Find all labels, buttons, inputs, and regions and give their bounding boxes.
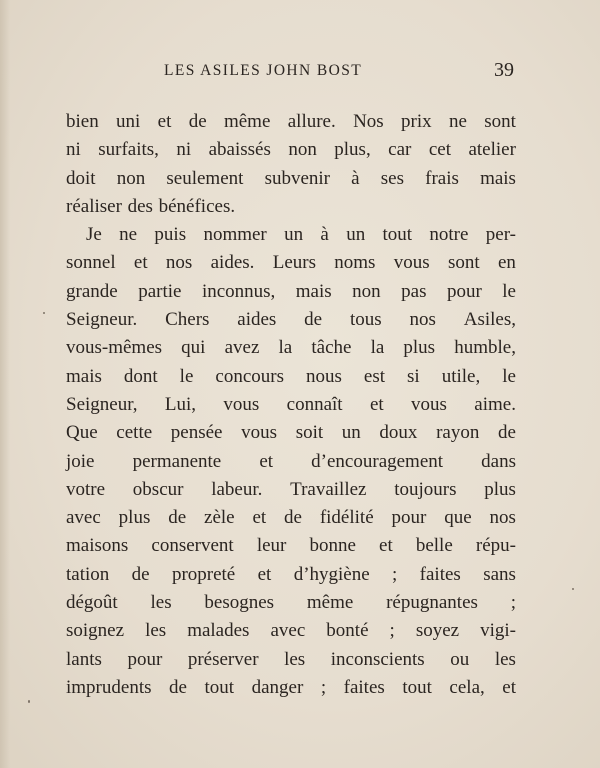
- word: nos: [409, 309, 436, 331]
- word: obscur: [132, 478, 184, 500]
- word: seulement: [166, 167, 244, 189]
- word: Nos: [353, 111, 384, 132]
- word: inconnus,: [201, 280, 276, 302]
- word: partie: [138, 280, 182, 302]
- text-line: [66, 108, 516, 136]
- text-line: [66, 391, 516, 419]
- word: même: [306, 592, 354, 614]
- word: pensée: [170, 422, 223, 444]
- word: tation: [66, 563, 110, 585]
- word: ou: [450, 648, 470, 670]
- word: dans: [481, 450, 516, 472]
- text-line: [66, 448, 516, 476]
- word: sonnel: [66, 252, 116, 274]
- word: plus: [403, 337, 436, 359]
- word: utile,: [441, 365, 481, 387]
- word: le: [502, 365, 516, 387]
- text-line: [66, 221, 516, 249]
- paper-speck: [43, 312, 45, 314]
- text-line: [66, 165, 516, 193]
- word: un: [346, 224, 366, 246]
- word: nous: [305, 365, 342, 387]
- word: ne: [448, 111, 467, 132]
- word: qui: [181, 337, 206, 359]
- paper-speck: [572, 588, 574, 590]
- word: un: [284, 224, 304, 246]
- word: ;: [389, 620, 395, 642]
- word: lants: [66, 648, 102, 670]
- text-line: [66, 589, 516, 617]
- word: vous: [241, 422, 278, 444]
- word: ni: [66, 139, 81, 161]
- word: d’encouragement: [311, 450, 444, 472]
- word: soit: [295, 422, 324, 444]
- word: permanente: [132, 450, 222, 472]
- word: bien: [66, 111, 99, 132]
- word: si: [407, 365, 420, 387]
- text-line: [66, 617, 516, 645]
- word: nommer: [203, 224, 267, 246]
- page-number: 39: [494, 59, 514, 81]
- page-header: [66, 60, 514, 84]
- word: Asiles,: [463, 309, 516, 331]
- text-line: [66, 419, 516, 447]
- word: que: [444, 507, 472, 529]
- word: humble,: [454, 337, 516, 359]
- word: tous: [349, 309, 382, 331]
- word: cette: [116, 422, 153, 444]
- text-line: [66, 504, 516, 532]
- word: et: [369, 393, 384, 415]
- word: et: [379, 535, 393, 557]
- running-title: LES ASILES JOHN BOST: [164, 62, 363, 79]
- word: noms: [334, 252, 376, 274]
- word: et: [252, 507, 267, 529]
- word: et: [257, 563, 272, 585]
- word: tâche: [311, 337, 352, 359]
- word: grande: [66, 280, 118, 302]
- word: et: [259, 450, 274, 472]
- word: plus,: [334, 139, 371, 161]
- word: non: [116, 167, 146, 189]
- word: uni: [116, 111, 141, 132]
- word: sont: [484, 111, 516, 132]
- word: la: [370, 337, 385, 359]
- word: concours: [215, 365, 284, 387]
- word: Chers: [165, 309, 210, 331]
- word: mais: [66, 365, 102, 387]
- word: surfaits,: [98, 139, 159, 161]
- word: rayon: [436, 422, 480, 444]
- word: fidélité: [319, 507, 374, 529]
- word: vigi-: [480, 620, 516, 642]
- word: le: [502, 280, 516, 302]
- word: bonté: [326, 620, 369, 642]
- word: ne: [119, 224, 138, 246]
- word: tout: [402, 676, 432, 698]
- word: doux: [379, 422, 418, 444]
- word: besognes: [204, 592, 275, 614]
- word: sont: [447, 252, 480, 274]
- word: de: [284, 507, 302, 529]
- word: leur: [256, 535, 287, 557]
- text-line: [66, 561, 516, 589]
- word: ;: [392, 563, 398, 585]
- word: connaît: [286, 393, 343, 415]
- word: nos: [165, 252, 193, 274]
- word: à: [351, 167, 360, 189]
- word: pour: [127, 648, 163, 670]
- word: de: [188, 111, 207, 132]
- word: aides: [237, 309, 277, 331]
- word: soignez: [66, 620, 125, 642]
- word: vous: [223, 393, 260, 415]
- word: nos: [489, 507, 516, 529]
- word: même: [223, 111, 271, 132]
- word: préserver: [187, 648, 259, 670]
- word: avez: [224, 337, 260, 359]
- word: tout: [204, 676, 235, 698]
- text-line: [66, 532, 516, 560]
- text-line: [66, 674, 516, 702]
- text-line: [66, 476, 516, 504]
- text-line: [66, 136, 516, 164]
- word: labeur.: [211, 478, 263, 500]
- word: les: [494, 648, 516, 670]
- word: vous-mêmes: [66, 337, 163, 359]
- word: ;: [510, 592, 516, 614]
- word: bonne: [309, 535, 356, 557]
- word: propreté: [171, 563, 236, 585]
- word: sans: [483, 563, 516, 585]
- word: allure.: [287, 111, 336, 132]
- word: avec: [270, 620, 306, 642]
- word: per-: [485, 224, 516, 246]
- word: ;: [320, 676, 327, 698]
- text-line: [66, 193, 516, 221]
- word: un: [341, 422, 361, 444]
- word: Que: [66, 422, 98, 444]
- word: dégoût: [66, 592, 118, 614]
- text-line: [66, 363, 516, 391]
- word: vous: [393, 252, 430, 274]
- word: subvenir: [264, 167, 330, 189]
- text-line: [66, 249, 516, 277]
- word: de: [131, 563, 150, 585]
- word: aime.: [474, 393, 516, 415]
- word: imprudents: [66, 676, 152, 698]
- word: votre: [66, 478, 106, 500]
- word: d’hygiène: [293, 563, 370, 585]
- word: les: [284, 648, 306, 670]
- word: malades: [187, 620, 250, 642]
- word: en: [497, 252, 516, 274]
- word: bénéfices.: [158, 195, 236, 217]
- word: de: [304, 309, 323, 331]
- word: car: [388, 139, 412, 161]
- word: aides.: [210, 252, 255, 274]
- word: et: [502, 676, 516, 698]
- word: faites: [343, 676, 385, 698]
- word: réaliser: [66, 195, 122, 217]
- word: prix: [401, 111, 432, 132]
- text-line: [66, 306, 516, 334]
- word: le: [179, 365, 194, 387]
- word: non: [288, 139, 317, 161]
- word: plus: [484, 478, 516, 500]
- word: de: [169, 676, 187, 698]
- word: puis: [154, 224, 187, 246]
- word: pour: [391, 507, 427, 529]
- word: et: [133, 252, 148, 274]
- word: notre: [429, 224, 469, 246]
- word: Seigneur.: [66, 309, 138, 331]
- word: dont: [123, 365, 158, 387]
- word: cela,: [449, 676, 485, 698]
- word: inconscients: [330, 648, 425, 670]
- word: Seigneur,: [66, 393, 138, 415]
- page-gutter-shadow: [0, 0, 10, 768]
- body-text: [66, 108, 516, 702]
- word: Je: [86, 224, 102, 246]
- word: les: [150, 592, 172, 614]
- word: zèle: [204, 507, 235, 529]
- word: belle: [415, 535, 453, 557]
- word: abaissés: [208, 139, 271, 161]
- text-line: [66, 646, 516, 674]
- word: mais: [480, 167, 516, 189]
- word: la: [278, 337, 293, 359]
- text-line: [66, 278, 516, 306]
- text-line: [66, 334, 516, 362]
- word: joie: [66, 450, 95, 472]
- word: à: [320, 224, 329, 246]
- word: maisons: [66, 535, 129, 557]
- word: conservent: [151, 535, 234, 557]
- word: faites: [419, 563, 461, 585]
- word: frais: [425, 167, 459, 189]
- word: cet: [428, 139, 451, 161]
- word: non: [352, 280, 381, 302]
- word: avec: [66, 507, 101, 529]
- word: plus: [118, 507, 151, 529]
- word: et: [157, 111, 172, 132]
- word: toujours: [394, 478, 457, 500]
- word: vous: [411, 393, 447, 415]
- word: de: [497, 422, 516, 444]
- word: Travaillez: [290, 478, 367, 500]
- word: pas: [401, 280, 427, 302]
- paper-speck: [28, 700, 30, 703]
- word: répugnantes: [386, 592, 478, 614]
- word: ni: [176, 139, 192, 161]
- word: de: [168, 507, 187, 529]
- word: soyez: [415, 620, 460, 642]
- word: Lui,: [164, 393, 197, 415]
- word: doit: [66, 167, 96, 189]
- word: danger: [251, 676, 304, 698]
- word: les: [145, 620, 167, 642]
- word: mais: [295, 280, 332, 302]
- word: des: [127, 195, 153, 217]
- word: répu-: [475, 535, 516, 557]
- word: est: [363, 365, 385, 387]
- word: atelier: [468, 139, 516, 161]
- word: pour: [446, 280, 482, 302]
- word: Leurs: [272, 252, 316, 274]
- word: ses: [380, 167, 404, 189]
- word: tout: [382, 224, 413, 246]
